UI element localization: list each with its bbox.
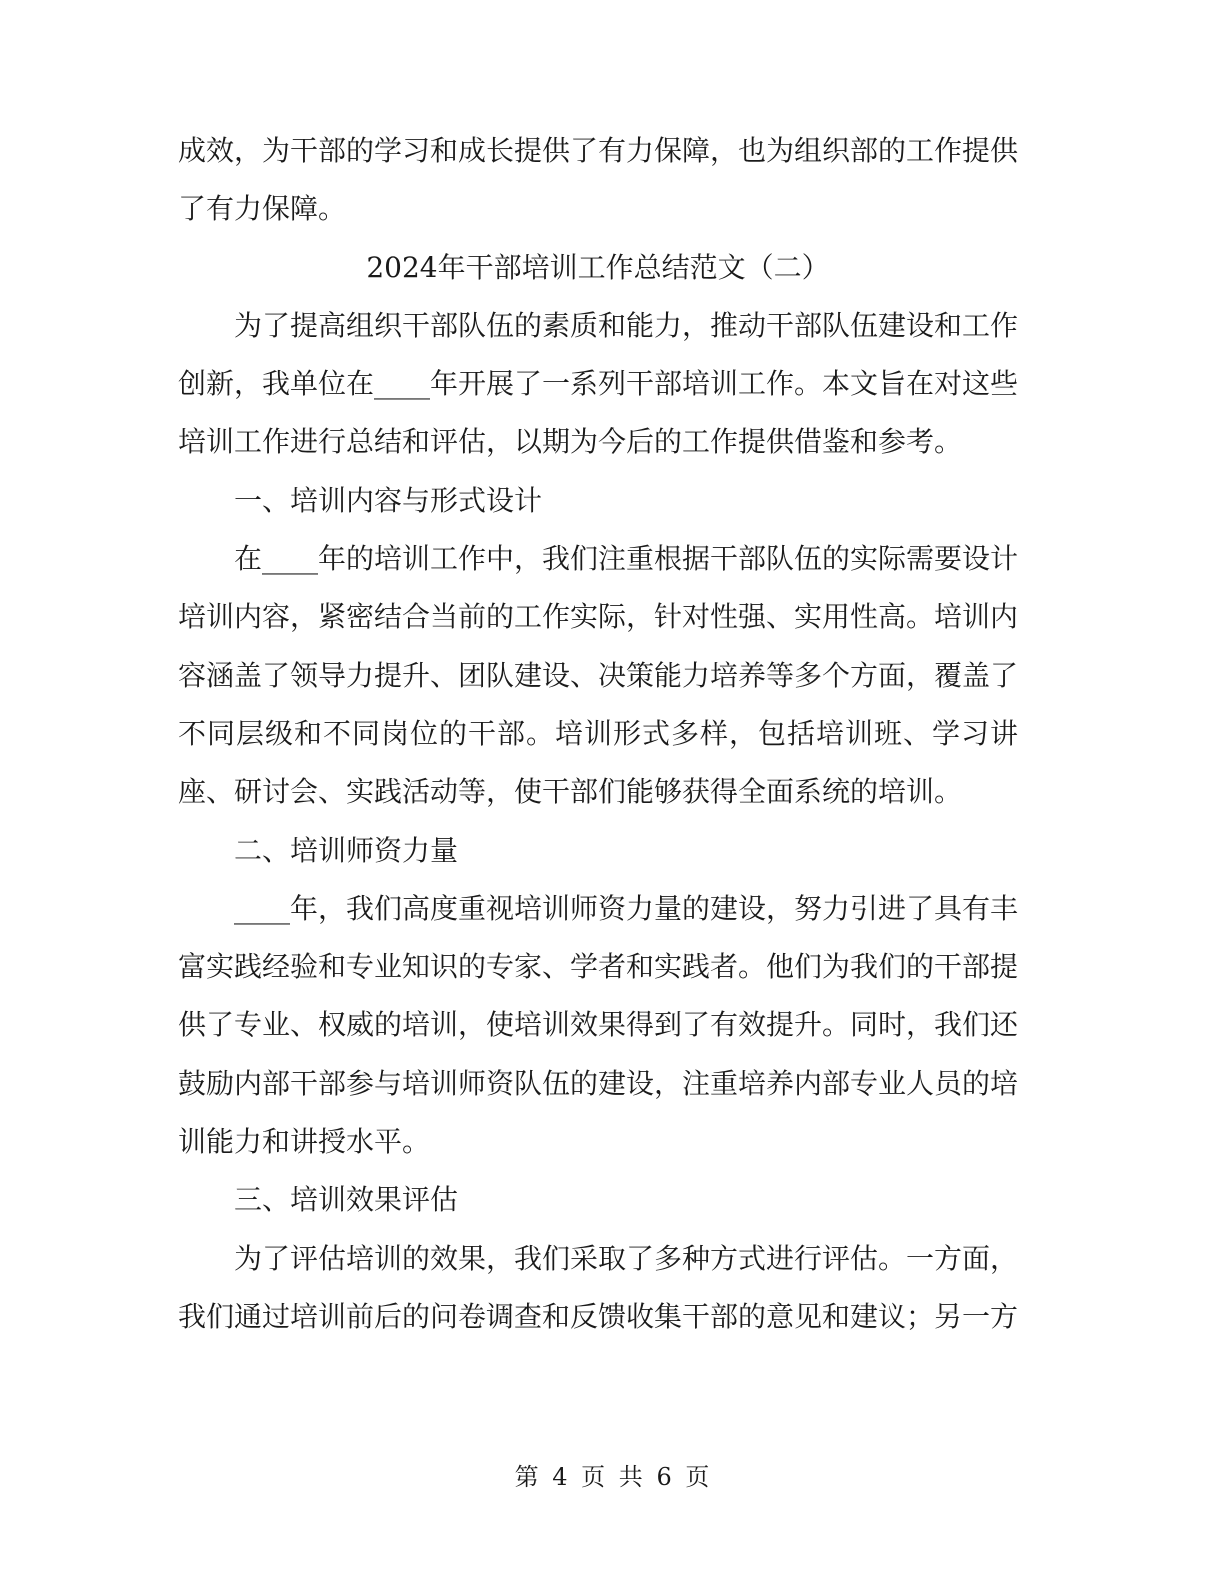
document-body	[178, 122, 1018, 1346]
paragraph-intro: 为了提高组织干部队伍的素质和能力，推动干部队伍建设和工作创新，我单位在____年开展了一系列干部培训工作。本文旨在对这些培训工作进行总结和评估，以期为今后的工作提供借鉴和参考。	[178, 308, 1019, 459]
paragraph-trainers: ____年，我们高度重视培训师资力量的建设，努力引进了具有丰富实践经验和专业知识的专家、学者和实践者。他们为我们的干部提供了专业、权威的培训，使培训效果得到了有效提升。同时，我们还鼓励内部干部参与培训师资队伍的建设，注重培养内部专业人员的培训能力和讲授水平。	[178, 891, 1019, 1159]
section-title: 2024年干部培训工作总结范文（二）	[366, 250, 830, 284]
heading-trainers: 二、培训师资力量	[234, 833, 459, 867]
paragraph-training-content: 在____年的培训工作中，我们注重根据干部队伍的实际需要设计培训内容，紧密结合当前的工作实际，针对性强、实用性高。培训内容涵盖了领导力提升、团队建设、决策能力培养等多个方面，覆盖了不同层级和不同岗位的干部。培训形式多样，包括培训班、学习讲座、研讨会、实践活动等，使干部们能够获得全面系统的培训。	[178, 542, 1019, 809]
page-number-footer: 第 4 页 共 6 页	[514, 1463, 710, 1491]
heading-evaluation: 三、培训效果评估	[234, 1183, 459, 1217]
paragraph-continuation: 成效，为干部的学习和成长提供了有力保障，也为组织部的工作提供了有力保障。	[178, 134, 1019, 226]
paragraph-evaluation: 为了评估培训的效果，我们采取了多种方式进行评估。一方面，我们通过培训前后的问卷调查和反馈收集干部的意见和建议；另一方	[178, 1241, 1019, 1333]
heading-training-content: 一、培训内容与形式设计	[234, 483, 543, 517]
